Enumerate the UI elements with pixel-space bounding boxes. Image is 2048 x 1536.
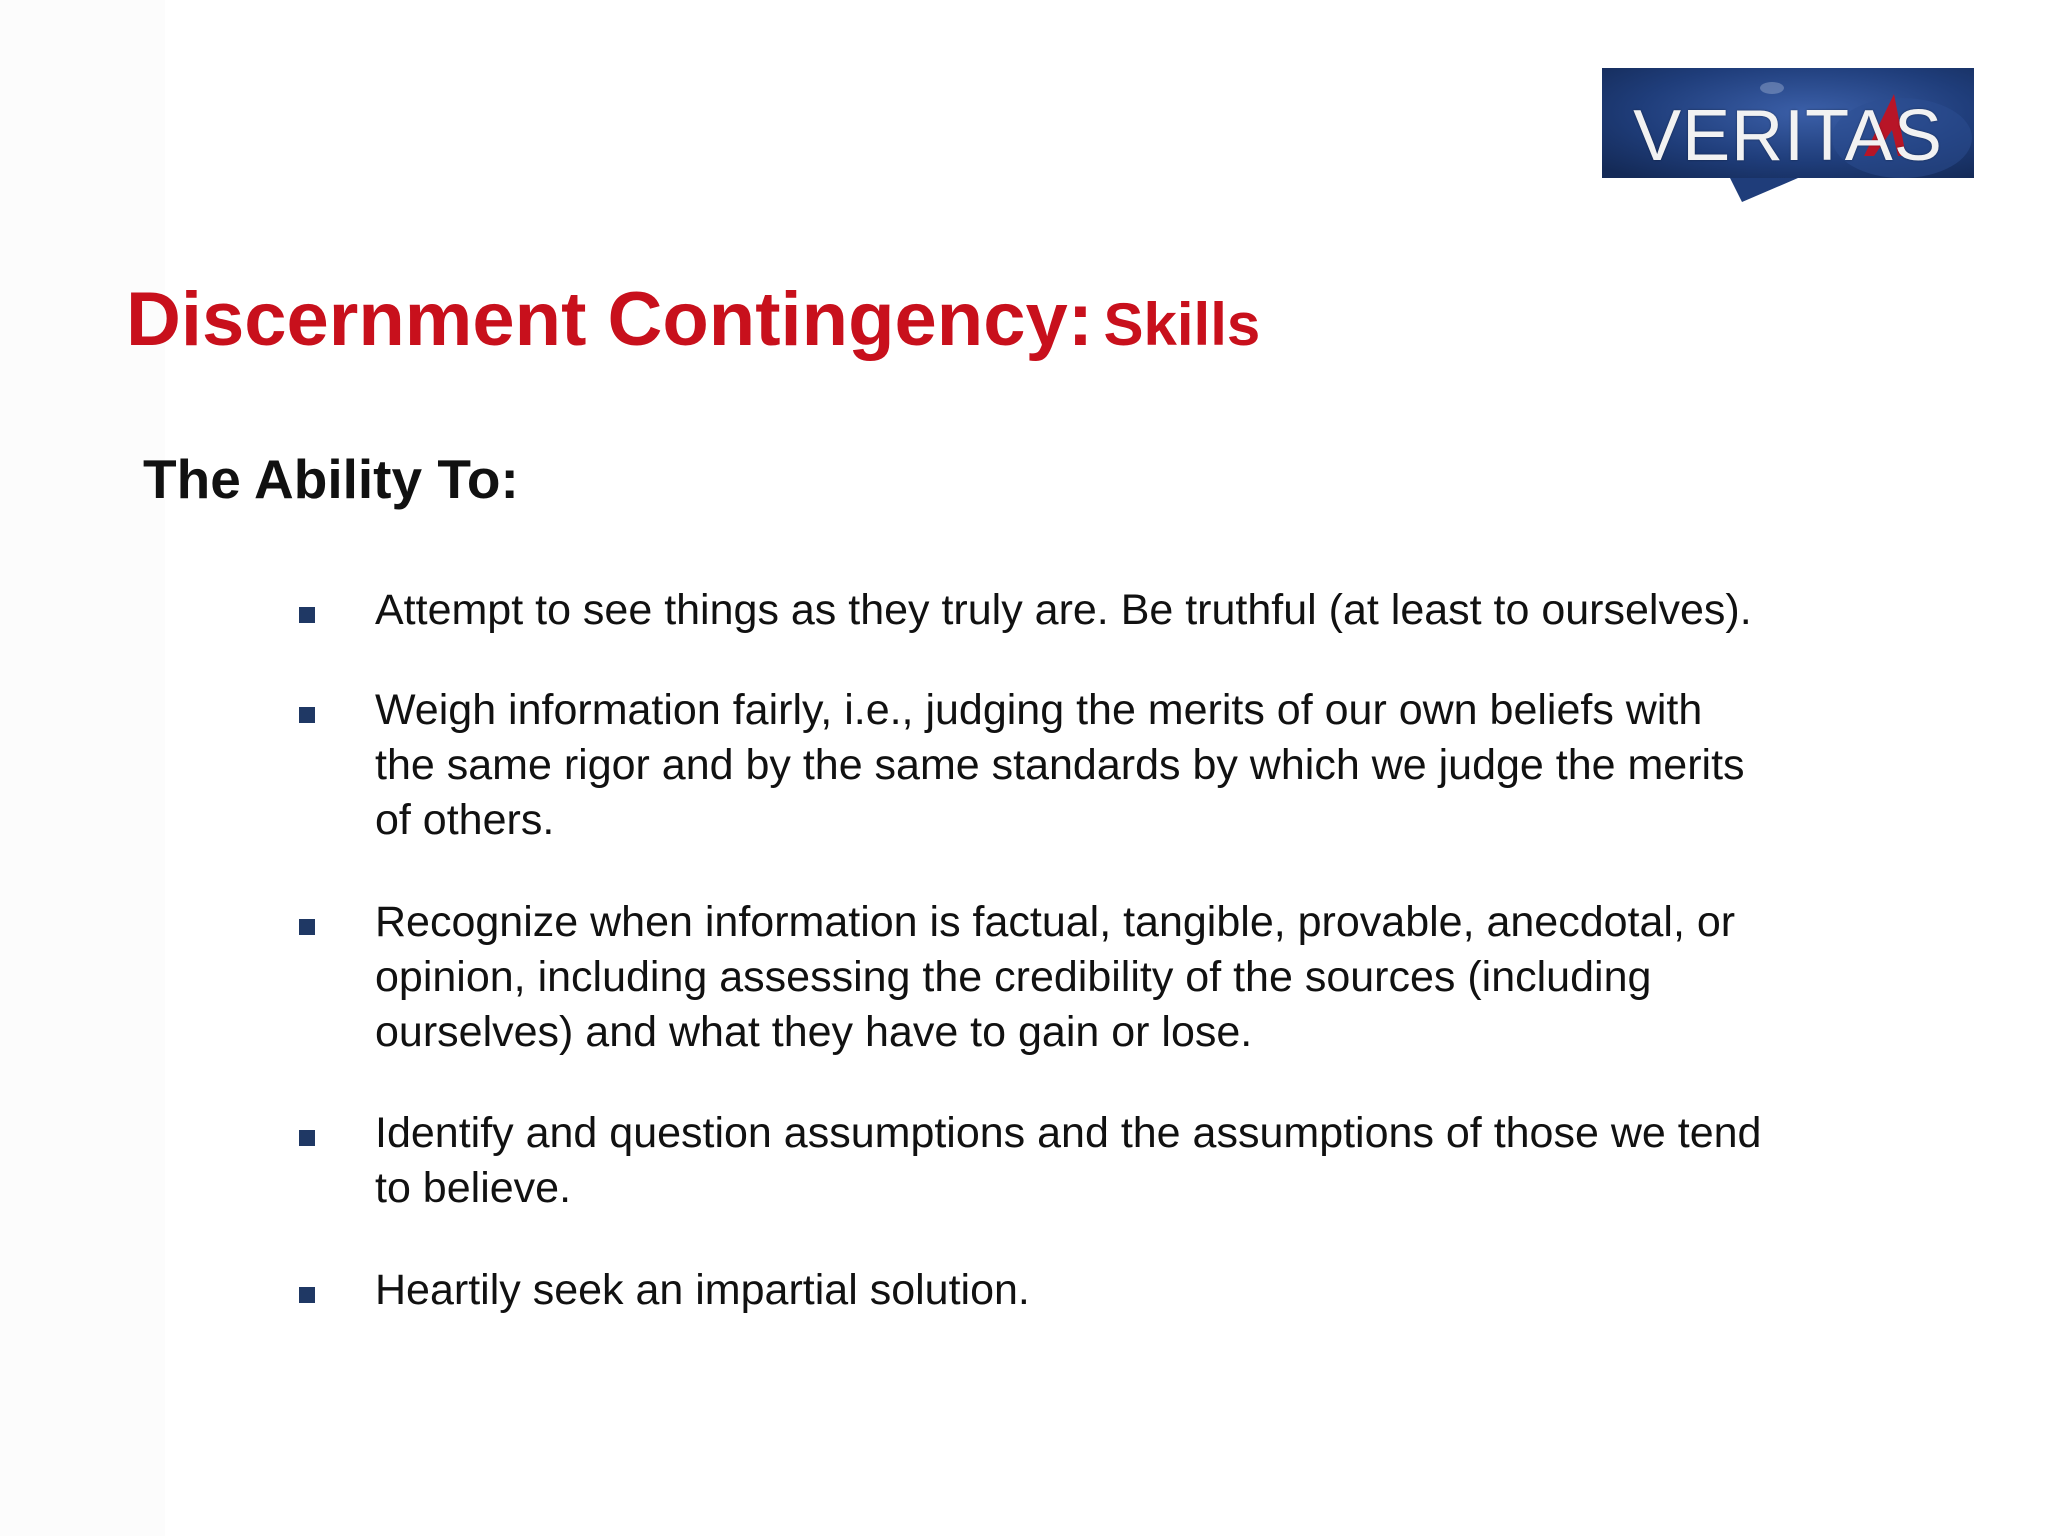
- title-main: Discernment Contingency:: [126, 277, 1094, 362]
- bullet-item-2: Weigh information fairly, i.e., judging the merits of our own beliefs with the same rigor and by the same standards by which we judge the merits of others.: [375, 686, 1745, 844]
- bullet-item-4: Identify and question assumptions and the assumptions of those we tend to believe.: [375, 1109, 1762, 1212]
- bullet-square-icon: [299, 1287, 315, 1303]
- bullet-item-1: Attempt to see things as they truly are. Be truthful (at least to ourselves).: [375, 586, 1752, 634]
- bullet-item-5: Heartily seek an impartial solution.: [375, 1266, 1030, 1314]
- logo-text: VERITAS: [1633, 96, 1943, 176]
- section-heading: The Ability To:: [143, 448, 519, 510]
- title-sub: Skills: [1103, 291, 1261, 358]
- bullet-square-icon: [299, 607, 315, 623]
- bullet-square-icon: [299, 1130, 315, 1146]
- bullet-square-icon: [299, 707, 315, 723]
- bullet-square-icon: [299, 919, 315, 935]
- bullet-item-3: Recognize when information is factual, tangible, provable, anecdotal, or opinion, including assessing the credibility of the sources (including ourselves) and what they have to gain or lose.: [375, 898, 1736, 1056]
